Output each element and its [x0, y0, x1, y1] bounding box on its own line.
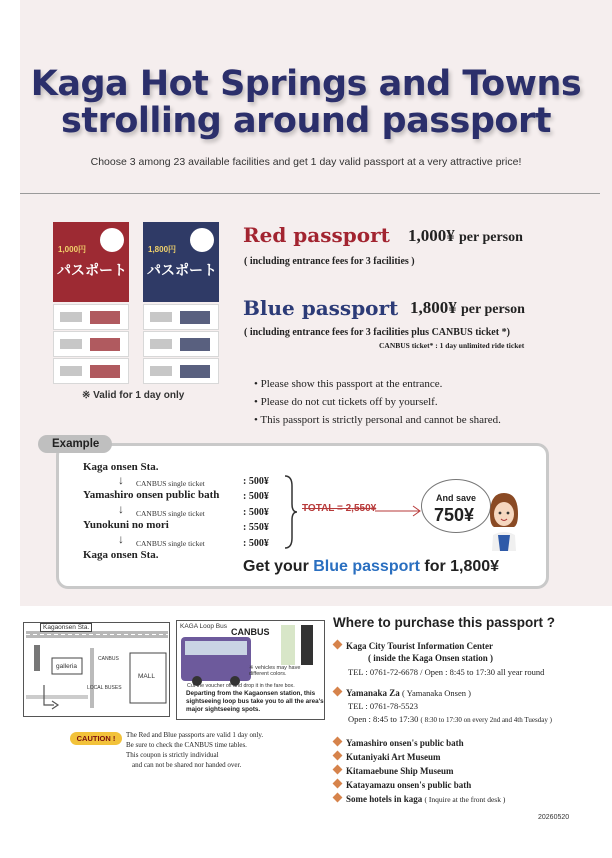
- station: Kaga onsen Sta.: [83, 461, 159, 473]
- amount: : 500¥: [243, 491, 269, 502]
- save-amount: 750¥: [434, 505, 475, 525]
- bus-label: CANBUS single ticket: [136, 539, 205, 548]
- divider: [20, 193, 600, 194]
- page-subtitle: Choose 3 among 23 available facilities and get 1 day valid passport at a very attractive price!: [90, 156, 522, 168]
- and-save-label: And save: [436, 493, 477, 503]
- brace-icon: [283, 474, 299, 550]
- red-passport-image: 1,000円 パスポート: [53, 222, 129, 385]
- valid-note: ※ Valid for 1 day only: [82, 390, 185, 401]
- location-item: Yamanaka Za ( Yamanaka Onsen ): [334, 688, 471, 698]
- amount: : 500¥: [243, 507, 269, 518]
- woman-illustration-icon: [488, 489, 520, 551]
- caution-badge: CAUTION !: [70, 732, 122, 745]
- station-map: Kagaonsen Sta. galleria CANBUS LOCAL BUSES MALL: [23, 622, 170, 717]
- diamond-icon: [333, 640, 343, 650]
- station: Yamashiro onsen public bath: [83, 489, 220, 501]
- blue-passport-title: Blue passport: [243, 296, 399, 320]
- diamond-icon: [333, 779, 343, 789]
- location-item: Kitamaebune Ship Museum: [334, 766, 454, 776]
- diamond-icon: [333, 687, 343, 697]
- diamond-icon: [333, 793, 343, 803]
- red-passport-title: Red passport: [243, 223, 390, 247]
- page-title: Kaga Hot Springs and Towns strolling around passport: [30, 64, 582, 141]
- blue-passport-note: ( including entrance fees for 3 facilities plus CANBUS ticket *): [244, 327, 510, 338]
- amount: : 550¥: [243, 522, 269, 533]
- document-code: 20260520: [538, 814, 570, 821]
- station: Yunokuni no mori: [83, 519, 169, 531]
- canbus-description: Departing from the Kagaonsen station, this sightseeing loop bus take you to all the area's major sightseeing spots.: [186, 690, 324, 713]
- amount: : 500¥: [243, 538, 269, 549]
- down-arrow-icon: ↓: [118, 502, 124, 516]
- example-label: Example: [38, 435, 112, 453]
- bus-label: CANBUS single ticket: [136, 509, 205, 518]
- amount: : 500¥: [243, 476, 269, 487]
- list-item: • Please do not cut tickets off by yourself.: [254, 393, 501, 411]
- diamond-icon: [333, 751, 343, 761]
- get-blue-passport-callout: Get your Blue passport for 1,800¥: [243, 558, 500, 575]
- diamond-icon: [333, 737, 343, 747]
- location-item: Kutaniyaki Art Museum: [334, 752, 441, 762]
- list-item: • This passport is strictly personal and cannot be shared.: [254, 411, 501, 429]
- down-arrow-icon: ↓: [118, 473, 124, 487]
- blue-passport-image: 1,800円 パスポート: [143, 222, 219, 385]
- location-item: Yamashiro onsen's public bath: [334, 738, 464, 748]
- red-passport-note: ( including entrance fees for 3 facilities ): [244, 256, 415, 267]
- canbus-box: KAGA Loop Bus CANBUS ※ vehicles may have different colors. Cut the voucher off and drop it in the fare box.: [176, 620, 325, 720]
- arrow-right-icon: [375, 505, 423, 517]
- example-total: TOTAL = 2,550¥: [302, 503, 377, 514]
- bus-label: CANBUS single ticket: [136, 479, 205, 488]
- rules-list: [254, 375, 501, 429]
- list-item: • Please show this passport at the entrance.: [254, 375, 501, 393]
- blue-passport-price: 1,800¥ per person: [410, 298, 525, 317]
- location-item: Katayamazu onsen's public bath: [334, 780, 471, 790]
- canbus-ticket-note: CANBUS ticket* : 1 day unlimited ride ticket: [379, 341, 525, 350]
- location-item: Kaga City Tourist Information Center: [334, 641, 493, 651]
- location-item: Some hotels in kaga ( Inquire at the front desk ): [334, 794, 505, 804]
- purchase-title: Where to purchase this passport ?: [333, 615, 556, 630]
- red-passport-price: 1,000¥ per person: [408, 226, 523, 245]
- diamond-icon: [333, 765, 343, 775]
- down-arrow-icon: ↓: [118, 532, 124, 546]
- station: Kaga onsen Sta.: [83, 549, 159, 561]
